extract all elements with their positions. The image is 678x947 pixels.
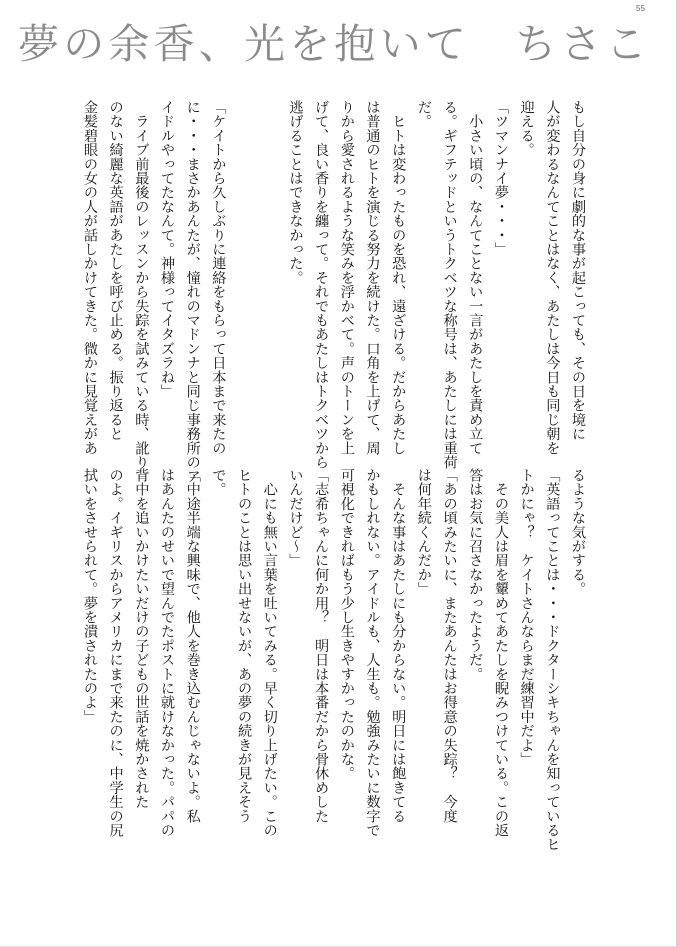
lower-text-block: [76, 468, 590, 852]
text-line: ライブ前最後のレッスンから失踪を試みている時、訛り: [133, 100, 150, 470]
upper-text-block: [76, 100, 590, 484]
text-line: 「英語ってことは・・・ドクターシキちゃんを知っているヒ: [544, 468, 561, 852]
text-line: る。ギフテッドというトクベツな称号は、あたしには重荷: [441, 100, 458, 470]
text-line: で。: [210, 468, 227, 497]
text-line: [256, 100, 282, 480]
text-line: ヒトは変わったものを恐れ、遠ざける。だからあたし: [390, 100, 407, 455]
text-line: 小さい頃の、なんてことない一言があたしを責め立て: [467, 100, 484, 455]
text-line: 人が変わるなんてことはなく、あたしは今日も同じ朝を: [544, 100, 561, 455]
text-line: に・・・まさかあんたが、憧れのマドンナと同じ事務所のア: [184, 100, 201, 484]
text-line: は普通のヒトを演じる努力を続けた。口角を上げて、周: [364, 100, 381, 455]
text-line: 「中途半端な興味で、他人を巻き込むんじゃないよ。私: [184, 468, 201, 823]
text-line: イドルやってたなんて。神様ってイタズラね」: [159, 100, 175, 399]
text-line: 金髪碧眼の女の人が話しかけてきた。微かに見覚えがあ: [81, 100, 98, 455]
text-line: げて、良い香りを纏って。それでもあたしはトクベツから: [313, 100, 330, 470]
text-line: は何年続くんだか」: [415, 468, 432, 596]
text-line: 可視化できればもう少し生きやすかったのかな。: [338, 468, 355, 781]
text-line: トかにゃ？ ケイトさんならまだ練習中だよ」: [518, 468, 535, 767]
text-line: 拭いをさせられて。夢を潰されたのよ」: [81, 468, 98, 724]
text-line: るような気がする。: [570, 468, 586, 596]
text-line: はあんたのせいで望んでたポストに就けなかった。パパの: [159, 468, 175, 838]
text-line: 迎える。: [518, 100, 535, 157]
text-line: 逃げることはできなかった。: [287, 100, 304, 285]
text-line: 答はお気に召さなかったようだ。: [467, 468, 484, 681]
text-line: かもしれない。アイドルも、人生も。勉強みたいに数字で: [364, 468, 381, 838]
text-line: もし自分の身に劇的な事が起こっても、その日を境に: [570, 100, 586, 441]
text-line: 心にも無い言葉を吐いてみる。早く切り上げたい。この: [261, 468, 278, 838]
text-line: 「ケイトから久しぶりに連絡をもらって日本まで来たの: [210, 100, 227, 455]
text-line: そんな事はあたしにも分からない。明日には飽きてる: [390, 468, 407, 823]
text-line: その美人は眉を顰めてあたしを睨みつけている。この返: [492, 468, 509, 838]
text-line: りから愛されるような笑みを浮かべて。声のトーンを上: [338, 100, 355, 455]
text-line: 「ツマンナイ夢・・・」: [492, 100, 509, 257]
text-line: [230, 100, 256, 480]
text-line: だ。: [415, 100, 432, 129]
text-line: 「あの頃みたいに、またあんたはお得意の失踪？ 今度: [441, 468, 458, 823]
text-line: いんだけど～」: [287, 468, 304, 568]
page-title: 夢の余香、光を抱いて ちさこ: [18, 20, 651, 68]
text-line: のない綺麗な英語があたしを呼び止める。振り返ると: [107, 100, 124, 441]
text-line: 「志希ちゃんに何か用？ 明日は本番だから骨休めした: [313, 468, 330, 823]
page-number: 55: [636, 4, 645, 13]
text-line: 背中を追いかけたいだけの子どもの世話を焼かされた: [133, 468, 150, 809]
text-line: のよ。イギリスからアメリカにまで来たのに、中学生の尻: [107, 468, 124, 838]
text-line: ヒトのことは思い出せないが、あの夢の続きが見えそう: [236, 468, 253, 823]
